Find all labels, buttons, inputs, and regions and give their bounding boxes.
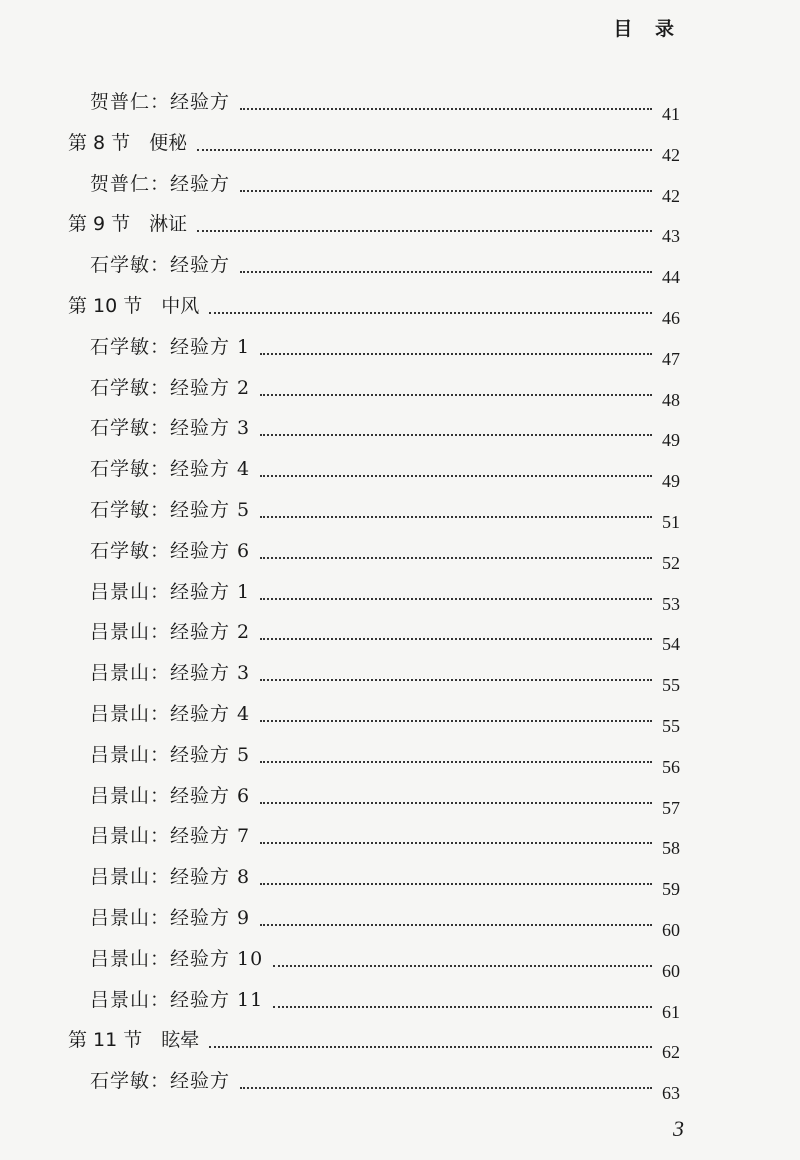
toc-page-number: 47 [662,348,680,369]
toc-section-label: 第 8 节 便秘 [68,131,188,154]
toc-item-label: 石学敏：经验方 4 [90,458,251,481]
dot-leader [260,475,652,477]
toc-item-label: 石学敏：经验方 5 [90,499,251,521]
toc-page-number: 48 [662,389,680,410]
dot-leader [197,230,652,232]
running-head: 目 录 [613,18,682,40]
toc-section-label: 第 10 节 中风 [68,295,200,317]
toc-page-number: 57 [662,797,680,818]
toc-page-number: 44 [662,267,680,288]
toc-entry [0,986,800,1022]
toc-page-number: 61 [662,1001,680,1022]
toc-entry [0,170,800,206]
toc-item-label: 吕景山：经验方 3 [90,662,251,685]
toc-entry [0,88,800,124]
toc-entry [0,496,800,532]
toc-item-label: 石学敏：经验方 2 [90,376,251,399]
toc-page-number: 51 [662,512,680,532]
dot-leader [260,761,652,763]
toc-page-number: 59 [662,879,680,900]
toc-page-number: 43 [662,226,680,247]
toc-entry [0,292,800,328]
toc-entry [0,863,800,900]
dot-leader [240,271,652,273]
toc-page-number: 58 [662,838,680,859]
toc-page-number: 56 [662,756,680,777]
toc-entry [0,455,800,492]
toc-entry [0,782,800,818]
toc-page-number: 63 [662,1083,680,1104]
toc-entry [0,333,800,369]
toc-entry [0,210,800,247]
toc-item-label: 石学敏：经验方 6 [90,539,251,562]
toc-item-label: 贺普仁：经验方 [90,172,231,195]
toc-entry [0,659,800,696]
dot-leader [260,394,652,396]
toc-page-number: 52 [662,552,680,573]
dot-leader [260,638,652,640]
dot-leader [273,1006,652,1008]
toc-entry [0,945,800,981]
dot-leader [260,924,652,926]
toc-item-label: 吕景山：经验方 1 [90,580,251,603]
toc-item-label: 贺普仁：经验方 [90,91,231,113]
toc-item-label: 吕景山：经验方 9 [90,907,251,929]
toc-entry [0,537,800,573]
dot-leader [273,965,652,967]
dot-leader [209,1046,652,1048]
toc-item-label: 吕景山：经验方 4 [90,703,251,725]
toc-section-label: 第 9 节 淋证 [68,213,188,236]
toc-entry [0,822,800,859]
page-number: 3 [673,1116,684,1141]
dot-leader [260,802,652,804]
dot-leader [209,312,652,314]
toc-page-number: 60 [662,960,680,981]
toc-entry [0,578,800,614]
toc-entry [0,251,800,288]
dot-leader [260,883,652,885]
toc-item-label: 吕景山：经验方 11 [90,988,264,1011]
toc-item-label: 石学敏：经验方 3 [90,417,251,440]
toc-entry [0,741,800,777]
dot-leader [260,720,652,722]
toc-page-number: 55 [662,675,680,696]
dot-leader [260,842,652,844]
toc-page-number: 55 [662,716,680,736]
dot-leader [260,598,652,600]
toc-page-number: 42 [662,185,680,206]
toc-item-label: 石学敏：经验方 [90,254,231,277]
dot-leader [240,190,652,192]
toc-section-label: 第 11 节 眩晕 [68,1029,200,1052]
toc-page-number: 54 [662,634,680,655]
toc-entry [0,904,800,940]
toc-item-label: 吕景山：经验方 5 [90,743,251,766]
toc-entry [0,1067,800,1104]
toc-item-label: 石学敏：经验方 1 [90,335,251,358]
toc-entry [0,414,800,451]
toc-page-number: 42 [662,144,680,165]
dot-leader [260,434,652,436]
dot-leader [240,108,652,110]
toc-item-label: 吕景山：经验方 8 [90,866,251,889]
toc-page-number: 49 [662,471,680,492]
toc-item-label: 吕景山：经验方 2 [90,621,251,644]
dot-leader [260,557,652,559]
dot-leader [260,353,652,355]
toc-page-number: 46 [662,308,680,328]
toc-page-number: 49 [662,430,680,451]
toc-entry [0,374,800,410]
toc-page-number: 60 [662,920,680,940]
dot-leader [260,679,652,681]
toc-item-label: 吕景山：经验方 10 [90,947,264,970]
toc-item-label: 吕景山：经验方 6 [90,784,251,807]
dot-leader [260,516,652,518]
toc-entry [0,129,800,165]
toc-page-number: 53 [662,593,680,614]
toc-page-number: 41 [662,104,680,124]
toc-item-label: 吕景山：经验方 7 [90,825,251,848]
dot-leader [240,1087,652,1089]
toc-page-number: 62 [662,1042,680,1063]
toc-item-label: 石学敏：经验方 [90,1070,231,1093]
toc-entry [0,618,800,655]
toc-entry [0,700,800,736]
toc-entry [0,1026,800,1063]
dot-leader [197,149,652,151]
